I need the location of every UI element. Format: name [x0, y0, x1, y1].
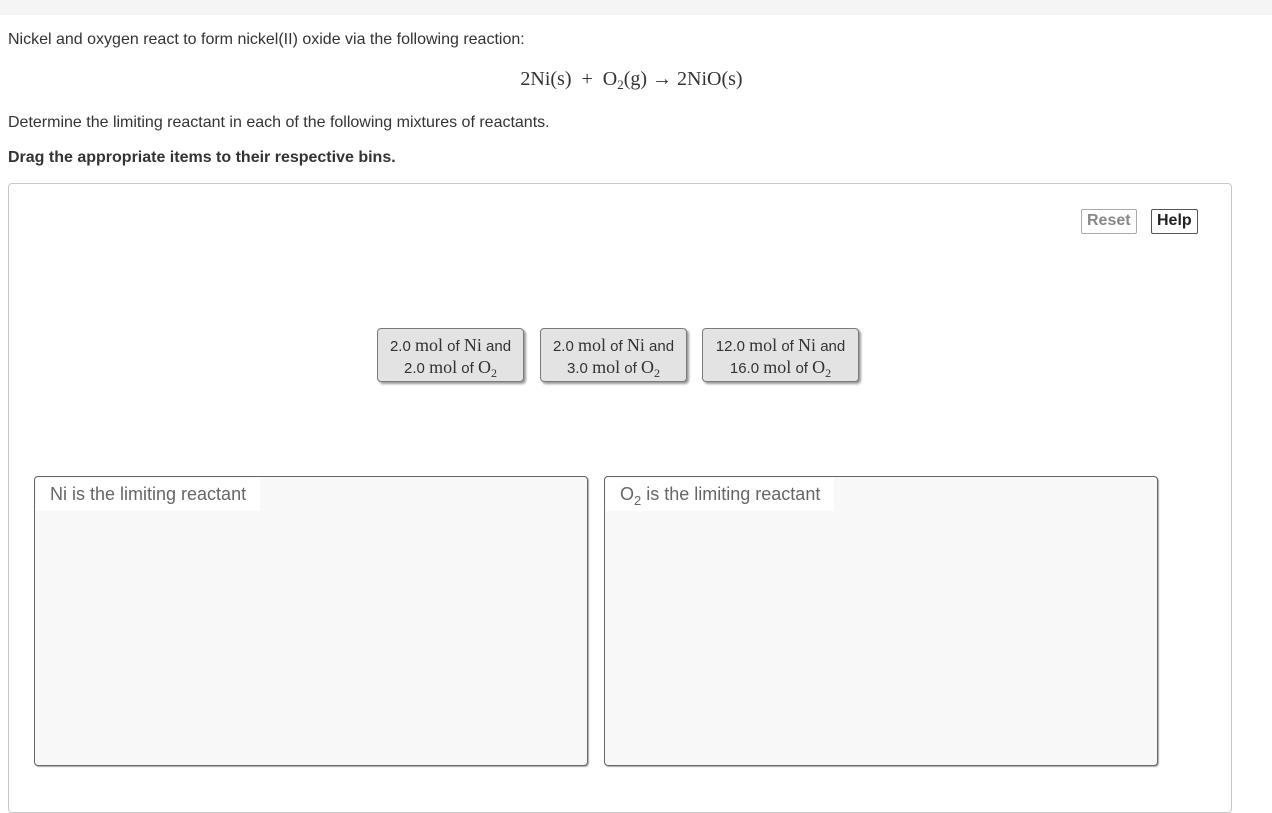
top-bar [0, 0, 1272, 15]
item-line-o2 [378, 357, 523, 379]
item-line-ni [541, 335, 686, 357]
mol-unit: mol [763, 357, 792, 377]
of-text: of [624, 360, 637, 377]
o2-subscript: 2 [653, 366, 660, 380]
mol-unit: mol [429, 357, 458, 377]
o-symbol: O [812, 357, 826, 377]
o-symbol: O [477, 357, 491, 377]
problem-question: Determine the limiting reactant in each of the following mixtures of reactants. [8, 114, 550, 131]
mol-unit: mol [577, 335, 606, 355]
reset-button[interactable]: Reset [1081, 209, 1137, 234]
o2-symbol [812, 357, 832, 380]
ni-symbol: Ni [798, 335, 817, 355]
o2-symbol [477, 357, 497, 380]
ni-amount: 2.0 [552, 338, 574, 355]
o-symbol: O [640, 357, 654, 377]
mol-unit: mol [592, 357, 621, 377]
bin-ni-limiting[interactable] [34, 476, 588, 766]
bin-label-o: O [620, 484, 635, 504]
and-text: and [486, 338, 512, 355]
problem-intro: Nickel and oxygen react to form nickel(II) oxide via the following reaction: [8, 31, 525, 48]
ni-amount: 12.0 [715, 338, 745, 355]
of-text: of [781, 338, 794, 355]
o2-amount: 2.0 [404, 360, 425, 377]
ni-amount: 2.0 [389, 338, 411, 355]
item-line-ni [378, 335, 523, 357]
bin-label-text: is the limiting reactant [641, 484, 821, 504]
and-text: and [649, 338, 675, 355]
o2-subscript: 2 [825, 366, 832, 380]
equation-o2-subscript: 2 [617, 77, 624, 92]
o2-symbol [640, 357, 660, 380]
of-text: of [447, 338, 460, 355]
drag-drop-workspace [8, 183, 1232, 813]
of-text: of [795, 360, 808, 377]
of-text: of [461, 360, 474, 377]
reaction-equation [0, 68, 1263, 91]
bin-label-subscript: 2 [634, 493, 642, 508]
draggable-item[interactable] [540, 328, 687, 382]
o2-subscript: 2 [490, 366, 497, 380]
equation-left: 2Ni(s) + O [520, 68, 618, 90]
draggable-item[interactable] [377, 328, 524, 382]
equation-right: (g) → 2NiO(s) [623, 68, 743, 90]
and-text: and [820, 338, 846, 355]
bin-label [606, 478, 834, 511]
o2-amount: 16.0 [729, 360, 760, 377]
item-line-o2 [541, 357, 686, 379]
bin-label: Ni is the limiting reactant [36, 478, 260, 511]
help-button[interactable]: Help [1151, 209, 1198, 234]
ni-symbol: Ni [626, 335, 645, 355]
of-text: of [610, 338, 623, 355]
item-line-o2 [703, 357, 858, 379]
mol-unit: mol [749, 335, 778, 355]
mol-unit: mol [414, 335, 443, 355]
drag-instruction: Drag the appropriate items to their respective bins. [8, 149, 396, 166]
o2-amount: 3.0 [567, 360, 588, 377]
bin-o2-limiting[interactable] [604, 476, 1158, 766]
draggable-item[interactable] [702, 328, 859, 382]
item-line-ni [703, 335, 858, 357]
ni-symbol: Ni [463, 335, 482, 355]
